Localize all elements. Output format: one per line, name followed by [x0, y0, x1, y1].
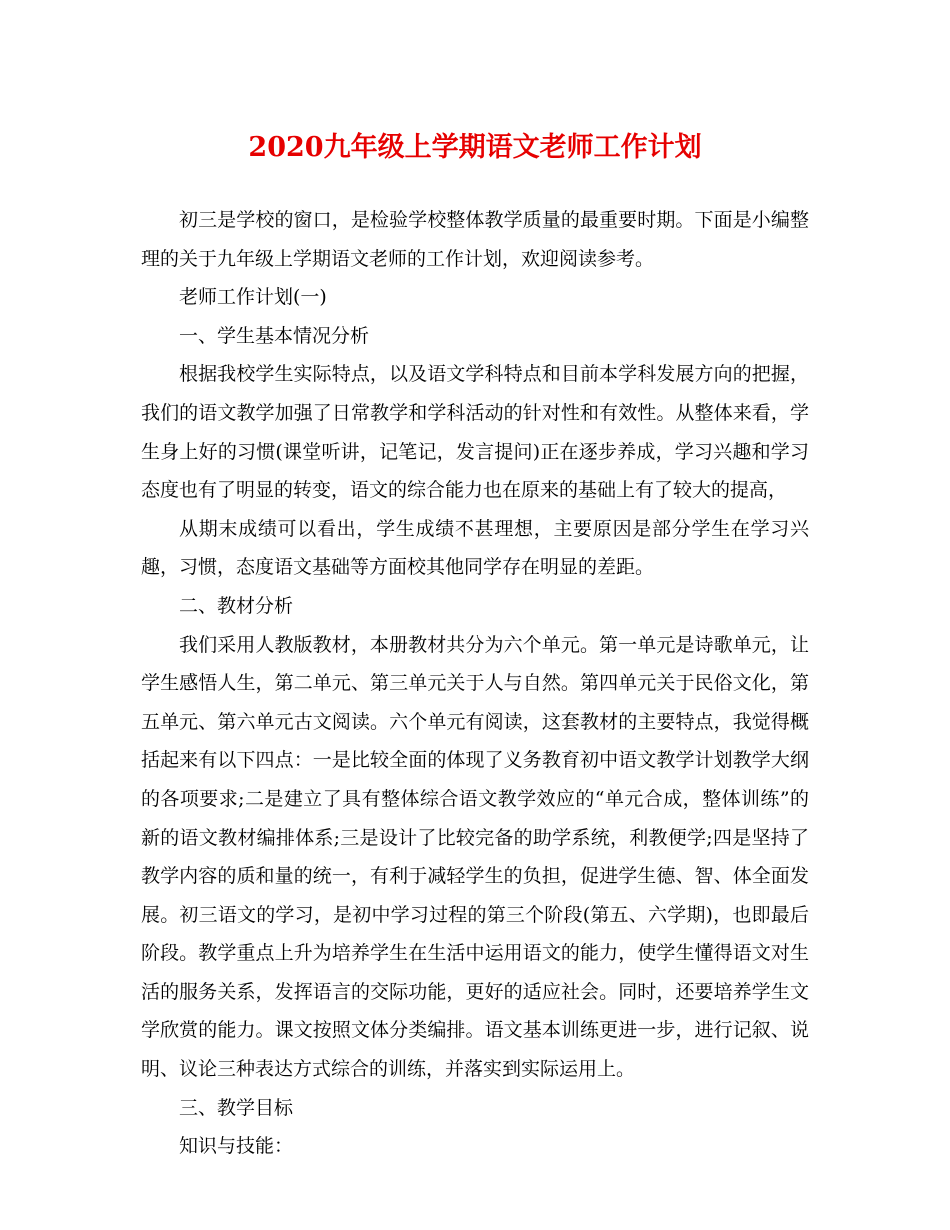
section-heading-textbook: 二、教材分析: [179, 594, 294, 617]
section-heading-goals: 三、教学目标: [179, 1096, 294, 1119]
results-paragraph: 从期末成绩可以看出，学生成绩不甚理想，主要原因是部分学生在学习兴趣，习惯，态度语文基础等方面校其他同学存在明显的差距。: [141, 517, 809, 579]
section-heading-students: 一、学生基本情况分析: [179, 324, 370, 347]
document-title: 2020九年级上学期语文老师工作计划: [248, 132, 702, 163]
students-paragraph: 根据我校学生实际特点，以及语文学科特点和目前本学科发展方向的把握，我们的语文教学加强了日常教学和学科活动的针对性和有效性。从整体来看，学生身上好的习惯(课堂听讲，记笔记，发言提问)正在逐步养成，学习兴趣和学习态度也有了明显的转变，语文的综合能力也在原来的基础上有了较大的提高，: [141, 363, 809, 502]
intro-paragraph: 初三是学校的窗口，是检验学校整体教学质量的最重要时期。下面是小编整理的关于九年级上学期语文老师的工作计划，欢迎阅读参考。: [141, 209, 809, 270]
document-body: [141, 201, 809, 1166]
textbook-paragraph: 我们采用人教版教材，本册教材共分为六个单元。第一单元是诗歌单元，让学生感悟人生，第二单元、第三单元关于人与自然。第四单元关于民俗文化，第五单元、第六单元古文阅读。六个单元有阅读，这套教材的主要特点，我觉得概括起来有以下四点：一是比较全面的体现了义务教育初中语文教学计划教学大纲的各项要求;二是建立了具有整体综合语文教学效应的“单元合成，整体训练”的新的语文教材编排体系;三是设计了比较完备的助学系统，利教便学;四是坚持了教学内容的质和量的统一，有利于减轻学生的负担，促进学生德、智、体全面发展。初三语文的学习，是初中学习过程的第三个阶段(第五、六学期)，也即最后阶段。教学重点上升为培养学生在生活中运用语文的能力，使学生懂得语文对生活的服务关系，发挥语言的交际功能，更好的适应社会。同时，还要培养学生文学欣赏的能力。课文按照文体分类编排。语文基本训练更进一步，进行记叙、说明、议论三种表达方式综合的训练，并落实到实际运用上。: [141, 633, 809, 1081]
knowledge-skills-heading: 知识与技能：: [179, 1135, 294, 1158]
plan-heading: 老师工作计划(一): [179, 286, 327, 309]
